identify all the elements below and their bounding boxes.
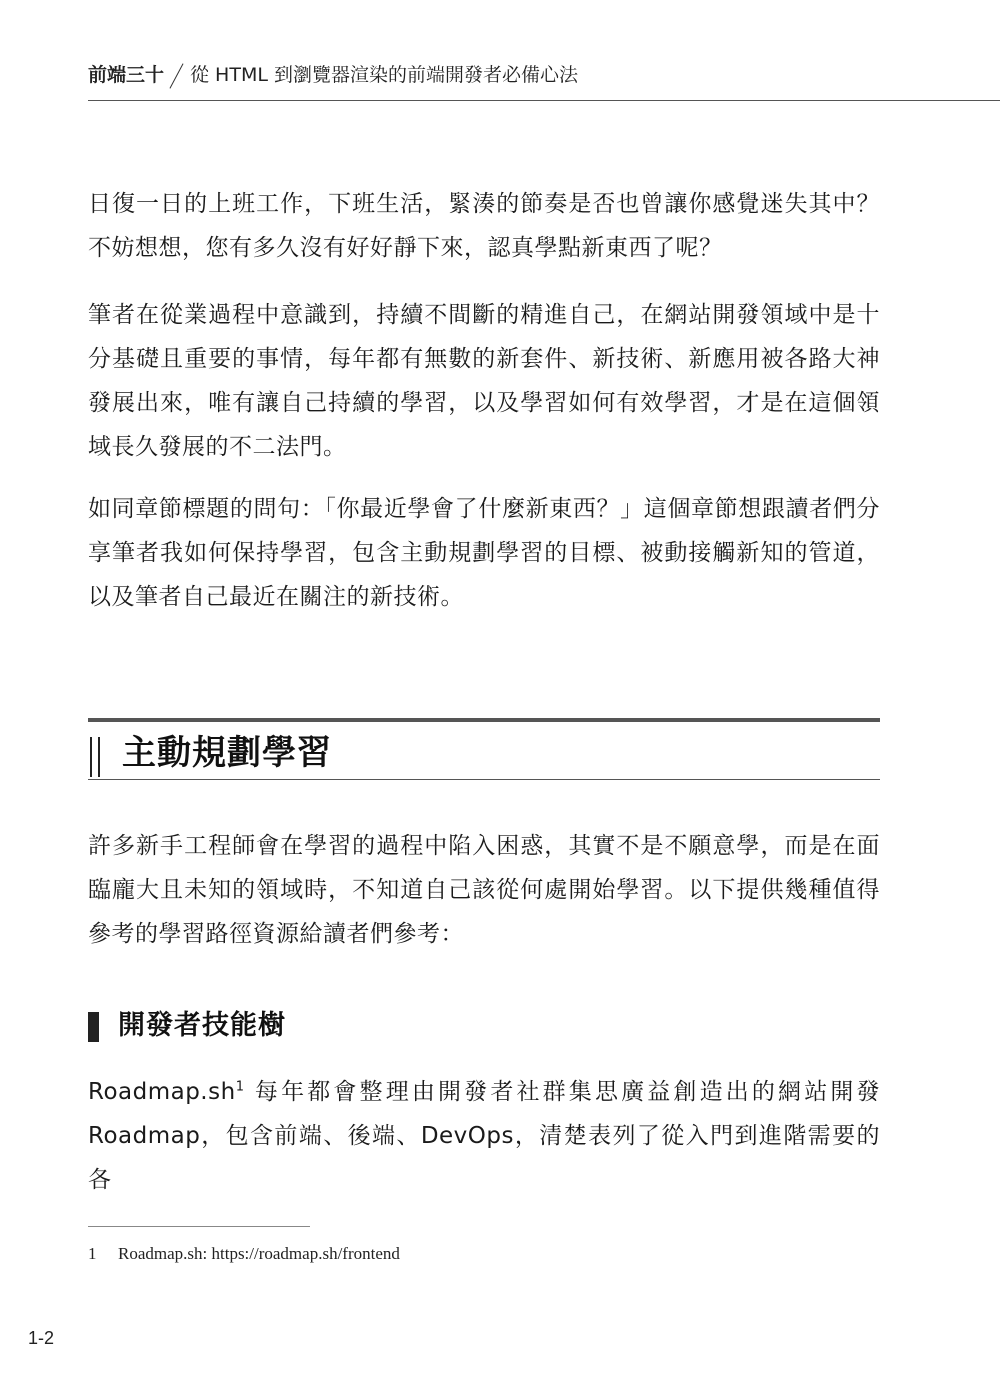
footnote-reference[interactable]: 1 <box>235 1079 245 1095</box>
running-header <box>88 62 578 88</box>
intro-paragraph-1: 日復一日的上班工作，下班生活，緊湊的節奏是否也曾讓你感覺迷失其中？不妨想想，您有多久沒有好好靜下來，認真學點新東西了呢？ <box>88 191 880 261</box>
header-rule <box>88 100 1000 101</box>
subsection-title: 開發者技能樹 <box>118 1010 286 1041</box>
roadmap-term: Roadmap.sh <box>88 1079 236 1105</box>
footnote-rule <box>88 1226 310 1227</box>
intro-paragraph-2: 筆者在從業過程中意識到，持續不間斷的精進自己，在網站開發領域中是十分基礎且重要的事情，每年都有無數的新套件、新技術、新應用被各路大神發展出來，唯有讓自己持續的學習，以及學習如何有效學習，才是在這個領域長久發展的不二法門。 <box>88 302 880 460</box>
section-paragraph: 許多新手工程師會在學習的過程中陷入困惑，其實不是不願意學，而是在面臨龐大且未知的領域時，不知道自己該從何處開始學習。以下提供幾種值得參考的學習路徑資源給讀者們參考： <box>88 833 880 947</box>
book-title: 前端三十 <box>88 64 165 86</box>
subsection-paragraph-text: 每年都會整理由開發者社群集思廣益創造出的網站開發 Roadmap，包含前端、後端、DevOps，清楚表列了從入門到進階需要的各 <box>88 1079 880 1193</box>
intro-paragraph-3: 如同章節標題的問句：「你最近學會了什麼新東西？」這個章節想跟讀者們分享筆者我如何保持學習，包含主動規劃學習的目標、被動接觸新知的管道，以及筆者自己最近在關注的新技術。 <box>88 496 880 610</box>
footnote-number: 1 <box>88 1244 97 1263</box>
header-slash-divider <box>166 62 188 88</box>
page-number: 1-2 <box>28 1328 55 1348</box>
footnote <box>88 1242 400 1266</box>
book-subtitle: 從 HTML 到瀏覽器渲染的前端開發者必備心法 <box>190 64 578 86</box>
footnote-text: Roadmap.sh: https://roadmap.sh/frontend <box>118 1244 400 1263</box>
section-heading <box>88 718 880 780</box>
section-heading-bars <box>90 737 108 777</box>
section-title: 主動規劃學習 <box>122 733 332 773</box>
subsection-paragraph <box>88 1070 880 1202</box>
subsection-marker <box>88 1012 99 1042</box>
